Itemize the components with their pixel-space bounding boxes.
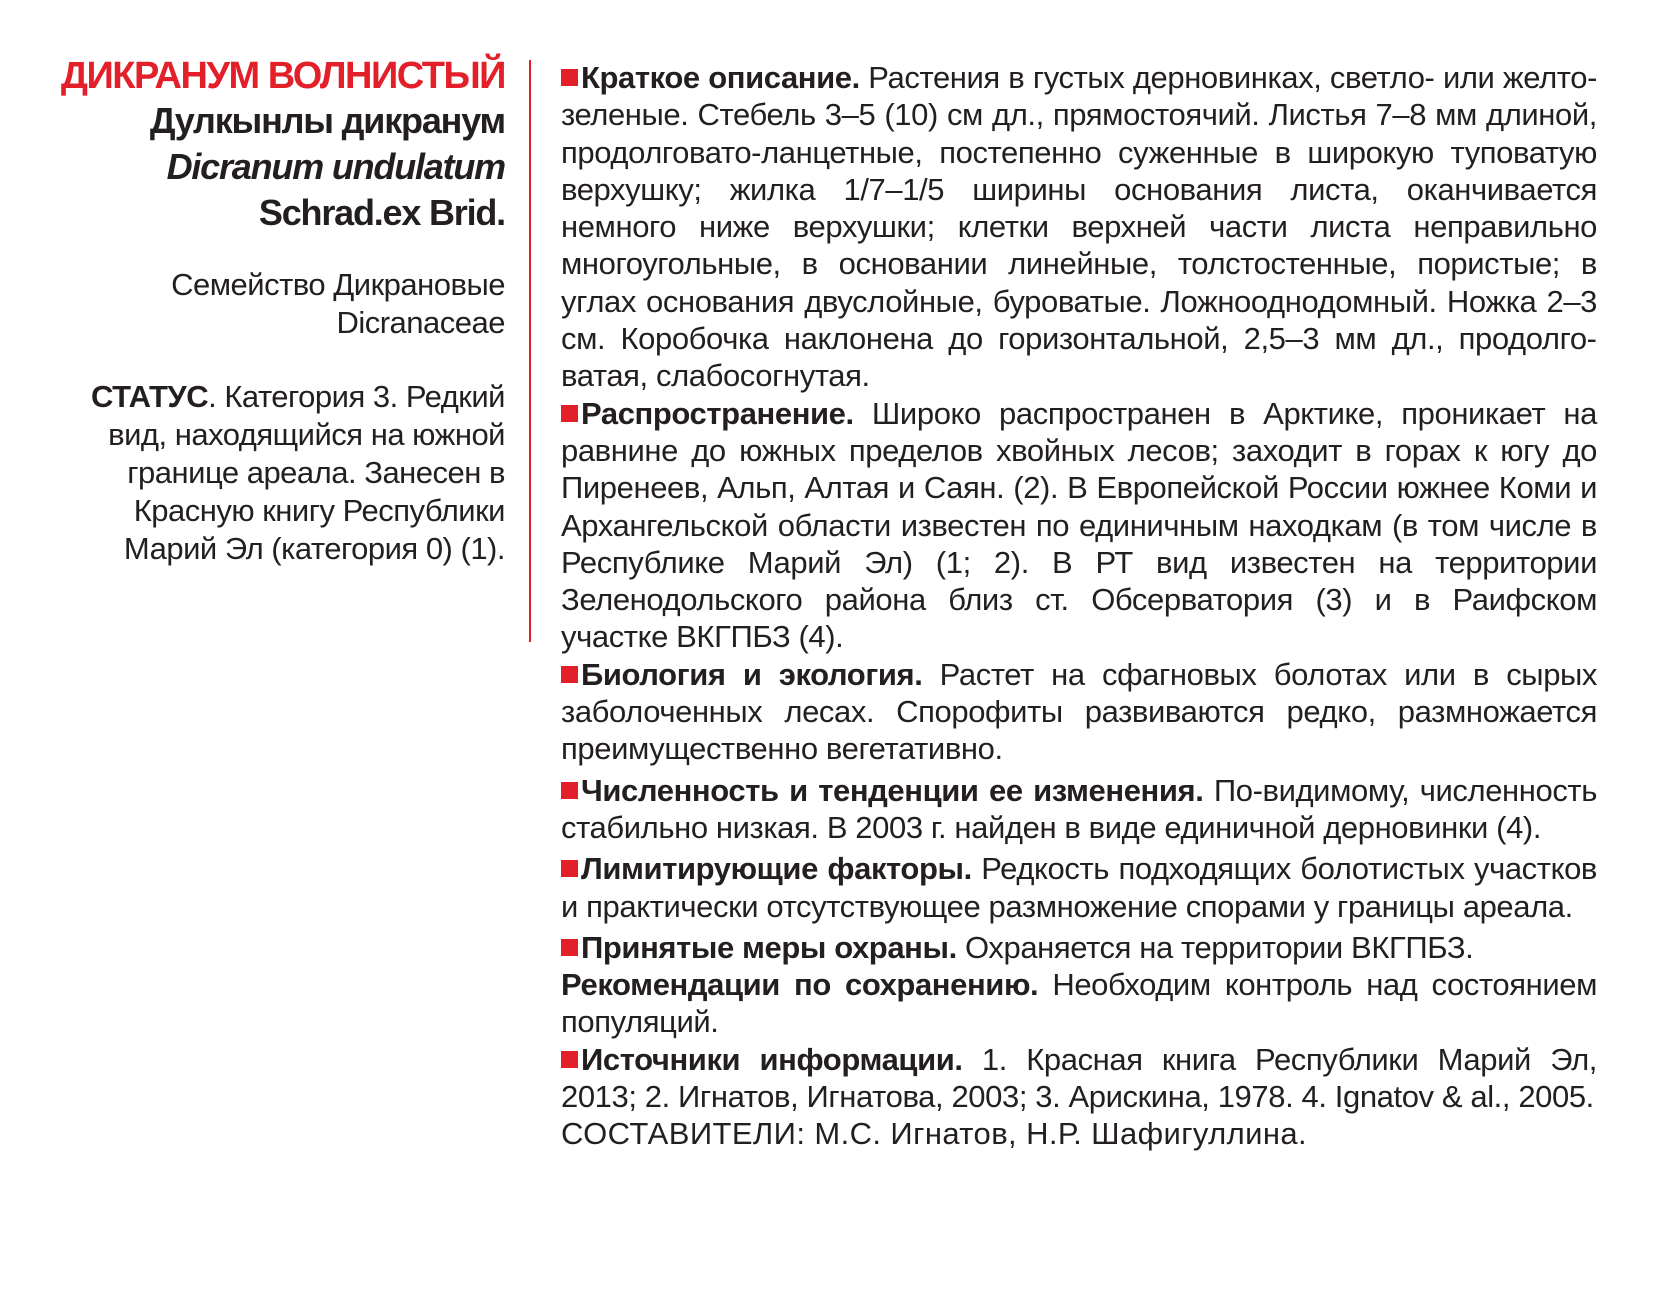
article-body xyxy=(561,59,1597,1153)
red-square-bullet-icon xyxy=(561,666,578,683)
section-text: Редкость подходящих болотистых участков и практически отсутствующее размножение спорами у границы ареала. xyxy=(561,851,1597,924)
species-header xyxy=(60,54,505,568)
section-heading: Лимитирующие факторы. xyxy=(581,851,972,887)
recommendations-text: Необходим контроль над состоянием популяций. xyxy=(561,967,1597,1040)
species-name-latin: Dicranum undulatum xyxy=(166,146,505,187)
species-title-ru: ДИКРАНУМ ВОЛНИСТЫЙ xyxy=(60,55,505,97)
section-sources xyxy=(561,1041,1597,1116)
red-square-bullet-icon xyxy=(561,405,578,422)
recommendations-heading: Рекомендации по сохранению. xyxy=(561,967,1039,1003)
section-text: Растет на сфагновых болотах или в сырых заболоченных лесах. Спорофиты развиваются редко, размножается преимущественно вегетативно. xyxy=(561,656,1598,767)
species-name-mari: Дулкынлы дикранум xyxy=(149,100,505,141)
red-square-bullet-icon xyxy=(561,782,578,799)
column-divider xyxy=(529,60,531,642)
section-heading: Численность и тенденции ее изменения. xyxy=(581,772,1204,808)
section-text: Растения в густых дерновинках, светло- или желто-зеленые. Стебель 3–5 (10) см дл., прямостоячий. Листья 7–8 мм длиной, продолговато-ланцетные, постепенно суженные в широкую туповатую верхушку; жилка 1/7–1/5 ширины основания листа, оканчивается немного ниже верхушки; клетки верхней части листа неправильно многоугольные, в основании линейные, толстостенные, пористые; в углах основания двуслойные, буроватые. Ложнооднодомный. Ножка 2–3 см. Коробочка наклонена до горизонтальной, 2,5–3 мм дл., продолговатая, слабосогнутая. xyxy=(561,60,1597,394)
section-heading: Принятые меры охраны. xyxy=(581,929,957,965)
section-heading: Биология и экология. xyxy=(581,656,923,692)
section-text: Широко распространен в Арктике, проникает на равнине до южных пределов хвойных лесов; заходит в горах к югу до Пиренеев, Альп, Алтая и Саян. (2). В Европейской России южнее Коми и Архангельской области известен по единичным находкам (в том числе в Республике Марий Эл) (1; 2). В РТ вид известен на территории Зеленодольского района близ ст. Обсерватория (3) и в Раифском участке ВКГПБЗ (4). xyxy=(561,395,1597,655)
red-square-bullet-icon xyxy=(561,69,578,86)
status-block xyxy=(60,378,505,568)
status-label: СТАТУС xyxy=(91,379,209,414)
family-block xyxy=(60,266,505,342)
species-author: Schrad.ex Brid. xyxy=(258,192,505,233)
section-description xyxy=(561,59,1597,395)
section-distribution xyxy=(561,395,1597,656)
section-heading: Краткое описание. xyxy=(581,60,860,95)
family-name-ru: Семейство Дикрановые xyxy=(171,267,505,302)
authors-line: СОСТАВИТЕЛИ: М.С. Игнатов, Н.Р. Шафигуллина. xyxy=(561,1116,1307,1152)
section-limiting xyxy=(561,850,1597,925)
status-text: . Категория 3. Редкий вид, находящийся на южной границе ареала. Занесен в Красную книгу Республики Марий Эл (категория 0) (1). xyxy=(108,379,505,566)
section-heading: Источники информации. xyxy=(581,1041,963,1077)
section-text: Охраняется на территории ВКГПБЗ. xyxy=(956,929,1474,965)
family-name-latin: Dicranaceae xyxy=(336,305,505,340)
section-biology xyxy=(561,656,1597,768)
section-text: По-видимому, численность стабильно низкая. В 2003 г. найден в виде единичной дерновинки (4). xyxy=(561,772,1597,845)
red-square-bullet-icon xyxy=(561,860,578,877)
red-square-bullet-icon xyxy=(561,1051,578,1068)
section-text: 1. Красная книга Республики Марий Эл, 2013; 2. Игнатов, Игнатова, 2003; 3. Арискина, 1978. 4. Ignatov & al., 2005. xyxy=(561,1041,1597,1115)
section-protection xyxy=(561,929,1597,1041)
section-abundance xyxy=(561,772,1597,847)
section-heading: Распространение. xyxy=(581,395,854,431)
red-square-bullet-icon xyxy=(561,939,578,956)
